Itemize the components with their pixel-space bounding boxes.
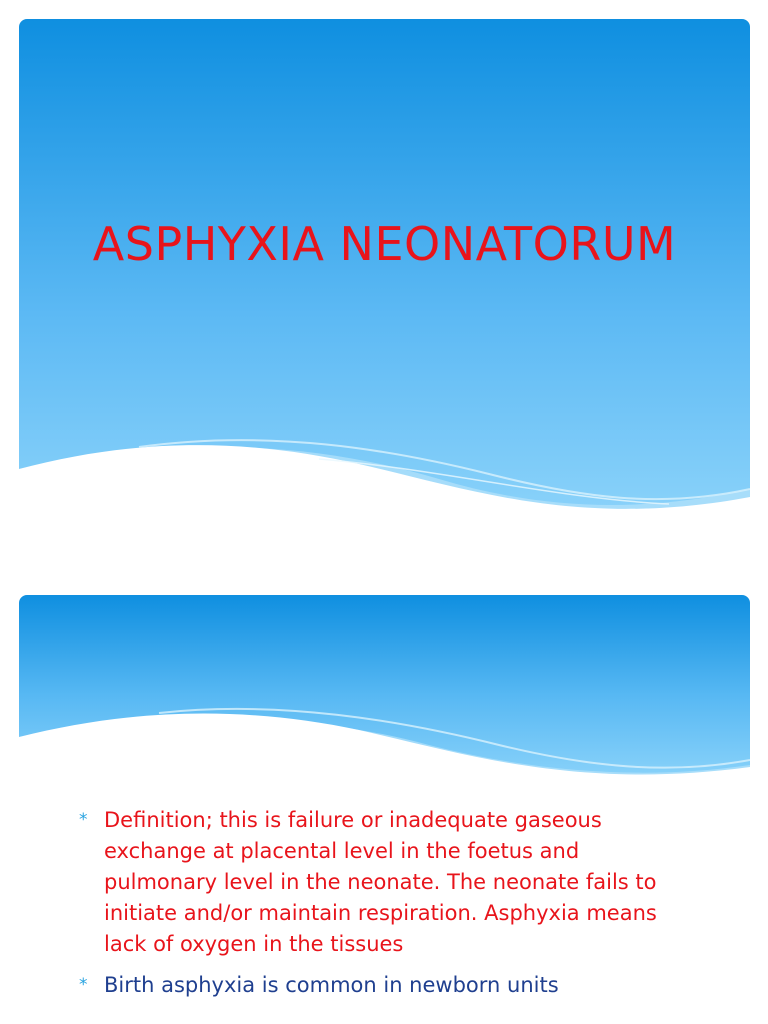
definition-text: Definition; this is failure or inadequate gaseous exchange at placental level in the foetus and pulmonary level in the neonate. The neonate fails to initiate and/or maintain respiration. Asphyxia means lack of oxygen in the tissues (104, 808, 657, 956)
definition-slide (19, 595, 750, 1024)
list-item (77, 970, 697, 1001)
list-item (77, 805, 697, 960)
slide-title: ASPHYXIA NEONATORUM (92, 217, 677, 271)
title-slide (19, 19, 750, 555)
prevalence-text: Birth asphyxia is common in newborn units (104, 973, 559, 997)
wave-background (19, 19, 750, 555)
bullet-list (77, 805, 697, 1011)
bullet-marker-icon: * (79, 975, 88, 995)
bullet-marker-icon: * (79, 810, 88, 830)
